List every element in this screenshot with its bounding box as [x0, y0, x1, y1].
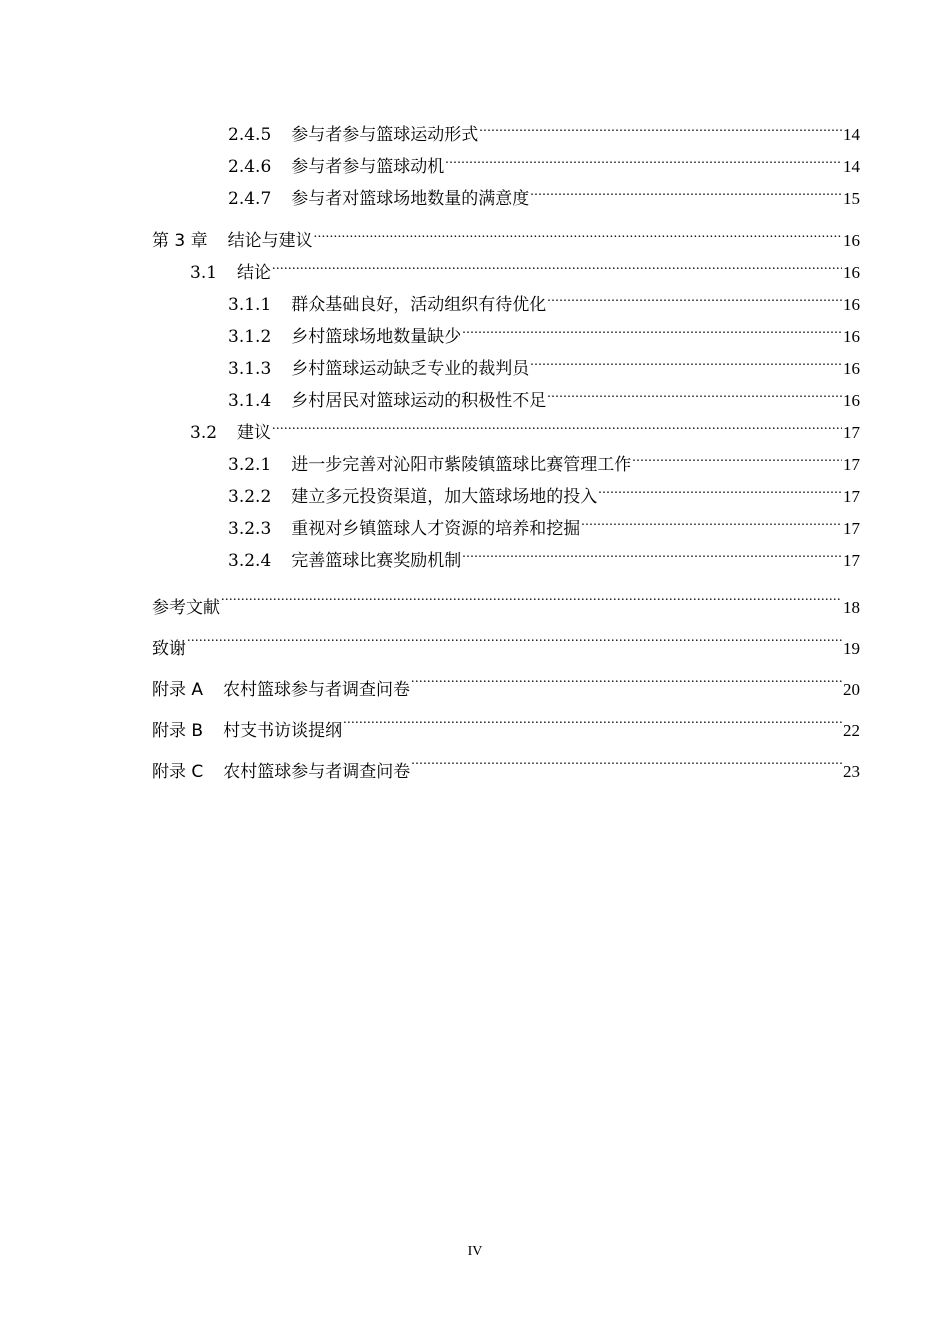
toc-entry-page: 16 [843, 263, 860, 282]
toc-entry-number: 第 3 章 [152, 231, 208, 251]
toc-dot-leader [479, 123, 842, 140]
toc-entry-title: 乡村篮球运动缺乏专业的裁判员 [291, 359, 530, 379]
toc-entry-number: 附录 A [152, 680, 204, 700]
toc-entry-title: 参与者参与篮球运动形式 [291, 125, 479, 145]
toc-section-entry[interactable] [152, 417, 860, 449]
toc-chapter-entry[interactable] [152, 751, 860, 792]
toc-entry-title: 参考文献 [152, 598, 220, 618]
toc-dot-leader [462, 549, 842, 566]
toc-entry[interactable] [152, 385, 860, 417]
toc-dot-leader [314, 229, 842, 246]
page-number: IV [467, 1244, 483, 1259]
toc-entry-title: 建立多元投资渠道，加大篮球场地的投入 [291, 487, 598, 507]
toc-dot-leader [462, 325, 842, 342]
toc-entry-number: 3.1 [190, 263, 218, 283]
toc-chapter-entry[interactable] [152, 628, 860, 669]
toc-entry-page: 16 [843, 391, 860, 410]
toc-entry-title: 乡村篮球场地数量缺少 [291, 327, 462, 347]
toc-dot-leader [547, 293, 842, 310]
toc-dot-leader [598, 485, 842, 502]
toc-entry-page: 17 [843, 551, 860, 570]
toc-entry[interactable] [152, 289, 860, 321]
toc-dot-leader [411, 760, 842, 777]
toc-section-entry[interactable] [152, 257, 860, 289]
toc-entry-title: 致谢 [152, 639, 186, 659]
toc-entry-title: 乡村居民对篮球运动的积极性不足 [291, 391, 547, 411]
toc-dot-leader [530, 357, 842, 374]
toc-entry-number: 2.4.6 [228, 157, 272, 177]
toc-entry-number: 3.2.3 [228, 519, 272, 539]
toc-entry-page: 17 [843, 455, 860, 474]
toc-entry-page: 15 [843, 189, 860, 208]
toc-entry-number: 3.1.4 [228, 391, 272, 411]
toc-dot-leader [272, 421, 842, 438]
toc-entry-title: 结论 [237, 263, 272, 283]
toc-entry-page: 22 [843, 721, 860, 740]
toc-entry-title: 重视对乡镇篮球人才资源的培养和挖掘 [291, 519, 581, 539]
toc-entry-title: 参与者对篮球场地数量的满意度 [291, 189, 530, 209]
toc-entry-number: 3.2 [190, 423, 218, 443]
toc-entry[interactable] [152, 353, 860, 385]
toc-dot-leader [187, 637, 842, 654]
toc-dot-leader [547, 389, 842, 406]
toc-entry-title: 进一步完善对沁阳市紫陵镇篮球比赛管理工作 [291, 455, 632, 475]
toc-entry-title: 农村篮球参与者调查问卷 [223, 762, 411, 782]
toc-entry-number: 附录 C [152, 762, 204, 782]
toc-entry-number: 3.1.2 [228, 327, 272, 347]
toc-dot-leader [581, 517, 842, 534]
toc-entry-page: 14 [843, 125, 860, 144]
toc-dot-leader [411, 678, 842, 695]
toc-entry-number: 3.2.4 [228, 551, 272, 571]
toc-dot-leader [221, 596, 842, 613]
toc-entry-page: 16 [843, 231, 860, 250]
toc-entry-page: 18 [843, 598, 860, 617]
toc-entry-title: 农村篮球参与者调查问卷 [223, 680, 411, 700]
toc-entry[interactable] [152, 321, 860, 353]
toc-entry[interactable] [152, 183, 860, 215]
toc-dot-leader [445, 155, 842, 172]
toc-entry-title: 建议 [237, 423, 272, 443]
toc-entry-page: 19 [843, 639, 860, 658]
toc-dot-leader [530, 187, 842, 204]
toc-chapter-entry[interactable] [152, 669, 860, 710]
toc-entry-page: 14 [843, 157, 860, 176]
toc-entry-number: 2.4.5 [228, 125, 272, 145]
toc-entry-number: 3.1.1 [228, 295, 272, 315]
toc-entry-number: 附录 B [152, 721, 204, 741]
toc-entry-page: 17 [843, 519, 860, 538]
toc-dot-leader [272, 261, 842, 278]
toc-entry-number: 3.2.1 [228, 455, 272, 475]
toc-entry-title: 参与者参与篮球动机 [291, 157, 445, 177]
toc-chapter-entry[interactable] [152, 587, 860, 628]
table-of-contents [152, 119, 860, 792]
toc-entry-page: 17 [843, 423, 860, 442]
toc-entry[interactable] [152, 513, 860, 545]
toc-chapter-entry[interactable] [152, 710, 860, 751]
toc-entry-title: 结论与建议 [227, 231, 313, 251]
toc-entry[interactable] [152, 481, 860, 513]
toc-entry[interactable] [152, 151, 860, 183]
toc-entry-title: 村支书访谈提纲 [223, 721, 343, 741]
toc-entry-title: 群众基础良好，活动组织有待优化 [291, 295, 547, 315]
toc-entry-page: 20 [843, 680, 860, 699]
toc-chapter-entry[interactable] [152, 225, 860, 257]
toc-entry[interactable] [152, 449, 860, 481]
toc-dot-leader [632, 453, 842, 470]
toc-entry-title: 完善篮球比赛奖励机制 [291, 551, 462, 571]
toc-entry-page: 16 [843, 295, 860, 314]
toc-entry-number: 2.4.7 [228, 189, 272, 209]
toc-entry[interactable] [152, 545, 860, 577]
toc-dot-leader [343, 719, 842, 736]
toc-entry-page: 16 [843, 327, 860, 346]
toc-entry-page: 23 [843, 762, 860, 781]
toc-entry[interactable] [152, 119, 860, 151]
toc-entry-page: 16 [843, 359, 860, 378]
toc-entry-number: 3.2.2 [228, 487, 272, 507]
toc-entry-number: 3.1.3 [228, 359, 272, 379]
toc-entry-page: 17 [843, 487, 860, 506]
